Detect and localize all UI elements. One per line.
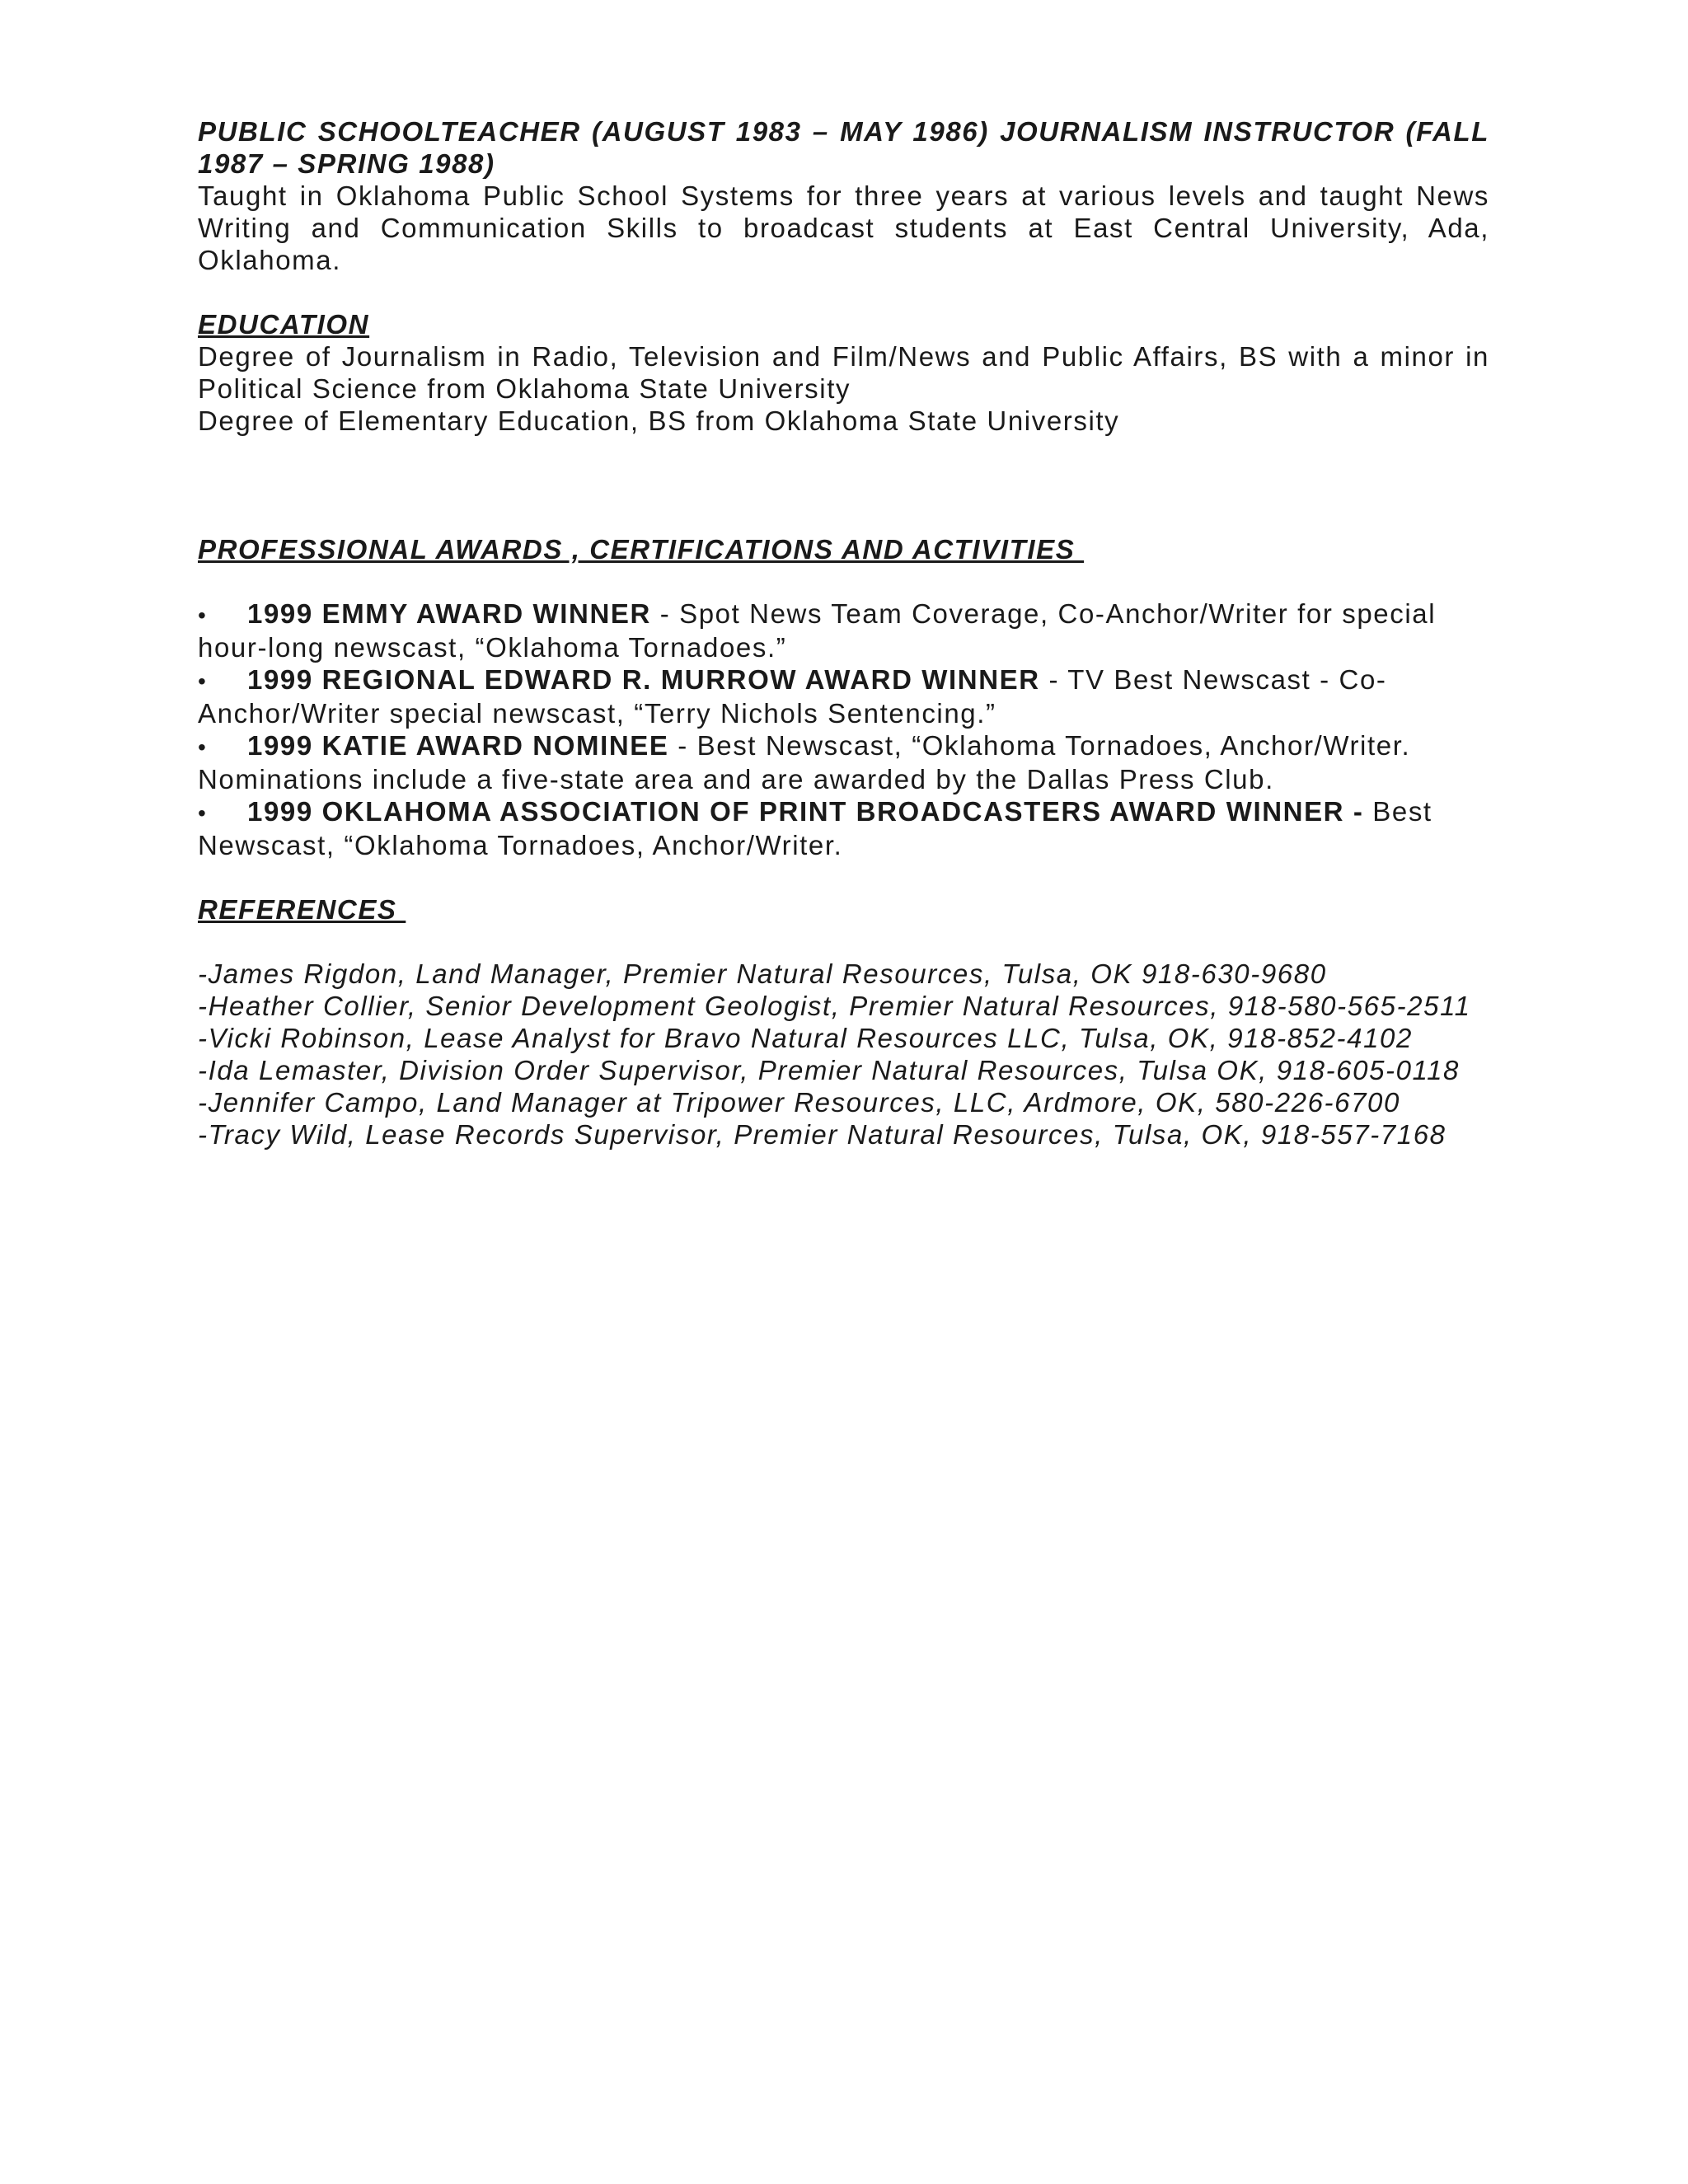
references-heading: REFERENCES [198,894,406,925]
award-detail: - TV Best Newscast - Co-Anchor/Writer special newscast, “Terry Nichols Sentencing.” [198,664,1387,729]
spacer [198,276,1489,308]
awards-heading: PROFESSIONAL AWARDS , CERTIFICATIONS AND ACTIVITIES [198,534,1085,565]
award-item [198,795,1489,861]
spacer [198,565,1489,598]
references-list [198,958,1489,1151]
spacer [198,861,1489,893]
education-heading: EDUCATION [198,309,370,340]
reference-item: -Heather Collier, Senior Development Geologist, Premier Natural Resources, 918-580-565-2511 [198,991,1471,1021]
bullet-icon: • [198,734,208,760]
award-name: 1999 OKLAHOMA ASSOCIATION OF PRINT BROADCASTERS AWARD WINNER - [247,796,1364,827]
education-line: Degree of Elementary Education, BS from Oklahoma State University [198,405,1120,436]
awards-list [198,598,1489,861]
reference-item: -James Rigdon, Land Manager, Premier Natural Resources, Tulsa, OK 918-630-9680 [198,958,1327,989]
education-line: Degree of Journalism in Radio, Television and Film/News and Public Affairs, BS with a minor in Political Science from Oklahoma State University [198,341,1489,404]
award-name: 1999 EMMY AWARD WINNER [247,598,651,629]
award-name: 1999 REGIONAL EDWARD R. MURROW AWARD WINNER [247,664,1040,695]
spacer [198,437,1489,533]
job-description: Taught in Oklahoma Public School Systems for three years at various levels and taught News Writing and Communication Skills to broadcast students at East Central University, Ada, Oklahoma. [198,180,1489,275]
award-detail: Best Newscast, “Oklahoma Tornadoes, Anchor/Writer. [198,796,1432,860]
award-name: 1999 KATIE AWARD NOMINEE [247,730,669,761]
bullet-icon: • [198,602,208,628]
spacer [198,926,1489,958]
reference-item: -Jennifer Campo, Land Manager at Tripower Resources, LLC, Ardmore, OK, 580-226-6700 [198,1087,1400,1118]
reference-item: -Ida Lemaster, Division Order Supervisor, Premier Natural Resources, Tulsa OK, 918-605-0118 [198,1055,1460,1085]
job-title: PUBLIC SCHOOLTEACHER (AUGUST 1983 – MAY 1986) JOURNALISM INSTRUCTOR (FALL 1987 – SPRING 1988) [198,116,1489,179]
award-item [198,663,1489,729]
award-item [198,598,1489,663]
reference-item: -Vicki Robinson, Lease Analyst for Bravo Natural Resources LLC, Tulsa, OK, 918-852-4102 [198,1023,1413,1053]
award-item [198,729,1489,795]
award-detail: - Best Newscast, “Oklahoma Tornadoes, Anchor/Writer. Nominations include a five-state area and are awarded by the Dallas Press Club. [198,730,1411,794]
award-detail: - Spot News Team Coverage, Co-Anchor/Writer for special hour-long newscast, “Oklahoma Tornadoes.” [198,598,1437,663]
bullet-icon: • [198,668,208,694]
reference-item: -Tracy Wild, Lease Records Supervisor, Premier Natural Resources, Tulsa, OK, 918-557-7168 [198,1119,1447,1150]
bullet-icon: • [198,800,208,826]
resume-page [198,115,1489,1151]
